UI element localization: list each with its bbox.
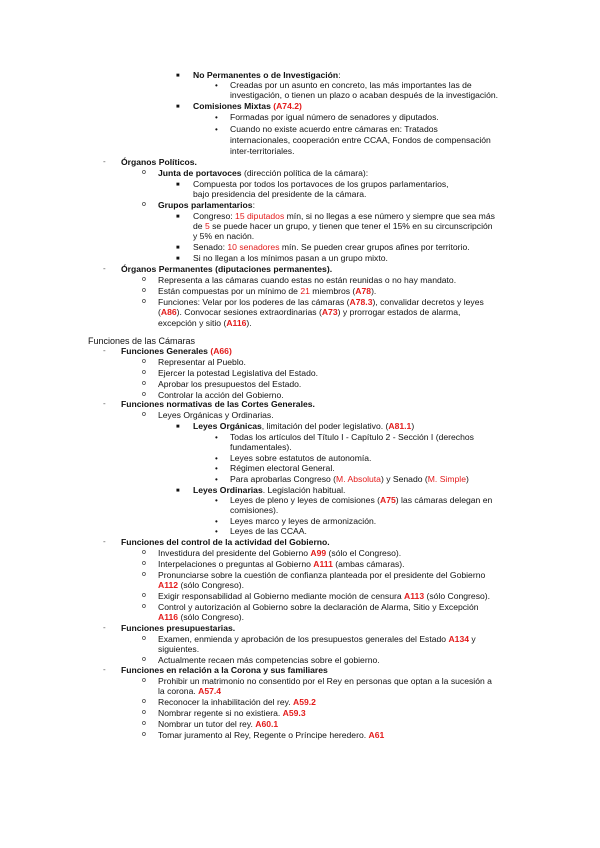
list-item: Leyes de las CCAA.	[230, 526, 307, 536]
circle-bullet-icon: o	[142, 287, 146, 294]
list-item: Reconocer la inhabilitación del rey. A59.2	[158, 697, 316, 707]
section-heading: Funciones Generales (A66)	[121, 346, 232, 356]
dot-bullet-icon: •	[215, 496, 218, 505]
list-item: Leyes sobre estatutos de autonomía.	[230, 453, 372, 463]
list-item: Examen, enmienda y aprobación de los presupuestos generales del Estado A134 y	[158, 634, 476, 644]
section-heading: Funciones presupuestarias.	[121, 623, 236, 633]
dot-bullet-icon: •	[215, 113, 218, 122]
circle-bullet-icon: o	[142, 549, 146, 556]
dot-bullet-icon: •	[215, 517, 218, 526]
circle-bullet-icon: o	[142, 169, 146, 176]
list-item: Pronunciarse sobre la cuestión de confianza planteada por el presidente del Gobierno	[158, 570, 486, 580]
dash-bullet-icon: -	[103, 346, 106, 355]
list-item: Investidura del presidente del Gobierno A99 (sólo el Congreso).	[158, 548, 402, 558]
dot-bullet-icon: •	[215, 464, 218, 473]
circle-bullet-icon: o	[142, 560, 146, 567]
list-item: Régimen electoral General.	[230, 463, 335, 473]
list-item: Para aprobarlas Congreso (M. Absoluta) y Senado (M. Simple)	[230, 474, 469, 484]
circle-bullet-icon: o	[142, 380, 146, 387]
list-item: Ejercer la potestad Legislativa del Estado.	[158, 368, 319, 378]
circle-bullet-icon: o	[142, 635, 146, 642]
list-item: Congreso: 15 diputados mín, si no llegas a ese número y siempre que sea más	[193, 211, 495, 221]
dash-bullet-icon: -	[103, 623, 106, 632]
list-item: Representar al Pueblo.	[158, 357, 246, 367]
list-item: Interpelaciones o preguntas al Gobierno A111 (ambas cámaras).	[158, 559, 405, 569]
circle-bullet-icon: o	[142, 592, 146, 599]
dot-bullet-icon: •	[215, 81, 218, 90]
dash-bullet-icon: -	[103, 264, 106, 273]
list-item: Exigir responsabilidad al Gobierno mediante moción de censura A113 (sólo Congreso).	[158, 591, 491, 601]
circle-bullet-icon: o	[142, 276, 146, 283]
dash-bullet-icon: -	[103, 399, 106, 408]
square-bullet-icon: ■	[176, 104, 180, 110]
dot-bullet-icon: •	[215, 527, 218, 536]
dot-bullet-icon: •	[215, 433, 218, 442]
list-item: inter-territoriales.	[230, 146, 295, 156]
junta-heading: Junta de portavoces (dirección política de la cámara):	[158, 168, 369, 178]
list-item: Están compuestas por un mínimo de 21 miembros (A78).	[158, 286, 377, 296]
square-bullet-icon: ■	[176, 245, 180, 251]
list-item: A112 (sólo Congreso).	[158, 580, 244, 590]
list-item: la corona. A57.4	[158, 686, 222, 696]
square-bullet-icon: ■	[176, 182, 180, 188]
list-item: internacionales, cooperación entre CCAA, Fondos de compensación	[230, 135, 491, 145]
section-heading: Órganos Políticos.	[121, 157, 197, 167]
list-item: Nombrar regente si no existiera. A59.3	[158, 708, 306, 718]
square-bullet-icon: ■	[176, 73, 180, 79]
circle-bullet-icon: o	[142, 603, 146, 610]
section-heading: Funciones del control de la actividad del Gobierno.	[121, 537, 330, 547]
circle-bullet-icon: o	[142, 358, 146, 365]
list-item: Cuando no existe acuerdo entre cámaras en: Tratados	[230, 124, 438, 134]
dot-bullet-icon: •	[215, 125, 218, 134]
circle-bullet-icon: o	[142, 201, 146, 208]
circle-bullet-icon: o	[142, 698, 146, 705]
list-item: Nombrar un tutor del rey. A60.1	[158, 719, 279, 729]
noperm-heading: No Permanentes o de Investigación:	[193, 70, 341, 80]
section-heading: Órganos Permanentes (diputaciones permanentes).	[121, 264, 333, 274]
list-item: Control y autorización al Gobierno sobre la declaración de Alarma, Sitio y Excepción	[158, 602, 479, 612]
circle-bullet-icon: o	[142, 369, 146, 376]
section-heading: Funciones normativas de las Cortes Generales.	[121, 399, 315, 409]
list-item: Formadas por igual número de senadores y diputados.	[230, 112, 439, 122]
square-bullet-icon: ■	[176, 214, 180, 220]
dash-bullet-icon: -	[103, 537, 106, 546]
list-item: Aprobar los presupuestos del Estado.	[158, 379, 302, 389]
circle-bullet-icon: o	[142, 731, 146, 738]
list-item: de 5 se puede hacer un grupo, y tienen que tener el 15% en su circunscripción	[193, 221, 493, 231]
list-item: Todas los artículos del Título I - Capítulo 2 - Sección I (derechos	[230, 432, 474, 442]
list-item: Leyes marco y leyes de armonización.	[230, 516, 377, 526]
list-item: Senado: 10 senadores mín. Se pueden crear grupos afines por territorio.	[193, 242, 470, 252]
circle-bullet-icon: o	[142, 677, 146, 684]
list-item: Leyes Ordinarias. Legislación habitual.	[193, 485, 346, 495]
page-heading: Funciones de las Cámaras	[88, 336, 196, 346]
list-item: Tomar juramento al Rey, Regente o Príncipe heredero. A61	[158, 730, 385, 740]
list-item: Representa a las cámaras cuando estas no están reunidas o no hay mandato.	[158, 275, 457, 285]
dot-bullet-icon: •	[215, 475, 218, 484]
list-item: Si no llegan a los mínimos pasan a un grupo mixto.	[193, 253, 388, 263]
list-item: fundamentales).	[230, 442, 292, 452]
list-item: Leyes Orgánicas, limitación del poder legislativo. (A81.1)	[193, 421, 415, 431]
square-bullet-icon: ■	[176, 488, 180, 494]
list-item: Compuesta por todos los portavoces de los grupos parlamentarios,	[193, 179, 449, 189]
dot-bullet-icon: •	[215, 454, 218, 463]
circle-bullet-icon: o	[142, 411, 146, 418]
list-item: Leyes de pleno y leyes de comisiones (A75) las cámaras delegan en	[230, 495, 493, 505]
circle-bullet-icon: o	[142, 391, 146, 398]
square-bullet-icon: ■	[176, 256, 180, 262]
list-item: Leyes Orgánicas y Ordinarias.	[158, 410, 274, 420]
dash-bullet-icon: -	[103, 157, 106, 166]
list-item: siguientes.	[158, 644, 200, 654]
list-item: bajo presidencia del presidente de la cámara.	[193, 189, 367, 199]
list-item: A116 (sólo Congreso).	[158, 612, 244, 622]
square-bullet-icon: ■	[176, 424, 180, 430]
list-item: (A86). Convocar sesiones extraordinarias (A73) y prorrogar estados de alarma,	[158, 307, 461, 317]
circle-bullet-icon: o	[142, 571, 146, 578]
circle-bullet-icon: o	[142, 709, 146, 716]
mixtas-heading: Comisiones Mixtas (A74.2)	[193, 101, 302, 111]
grupos-heading: Grupos parlamentarios:	[158, 200, 255, 210]
section-heading: Funciones en relación a la Corona y sus familiares	[121, 665, 328, 675]
list-item: investigación, o tienen un plazo o acaban después de la investigación.	[230, 90, 499, 100]
list-item: comisiones).	[230, 505, 279, 515]
circle-bullet-icon: o	[142, 656, 146, 663]
list-item: Actualmente recaen más competencias sobre el gobierno.	[158, 655, 380, 665]
list-item: Prohibir un matrimonio no consentido por el Rey en personas que optan a la sucesión a	[158, 676, 492, 686]
dash-bullet-icon: -	[103, 665, 106, 674]
circle-bullet-icon: o	[142, 720, 146, 727]
list-item: Controlar la acción del Gobierno.	[158, 390, 284, 400]
list-item: y 5% en nación.	[193, 231, 255, 241]
list-item: excepción y sitio (A116).	[158, 318, 252, 328]
circle-bullet-icon: o	[142, 298, 146, 305]
list-item: Funciones: Velar por los poderes de las cámaras (A78.3), convalidar decretos y leyes	[158, 297, 484, 307]
list-item: Creadas por un asunto en concreto, las más importantes las de	[230, 80, 472, 90]
